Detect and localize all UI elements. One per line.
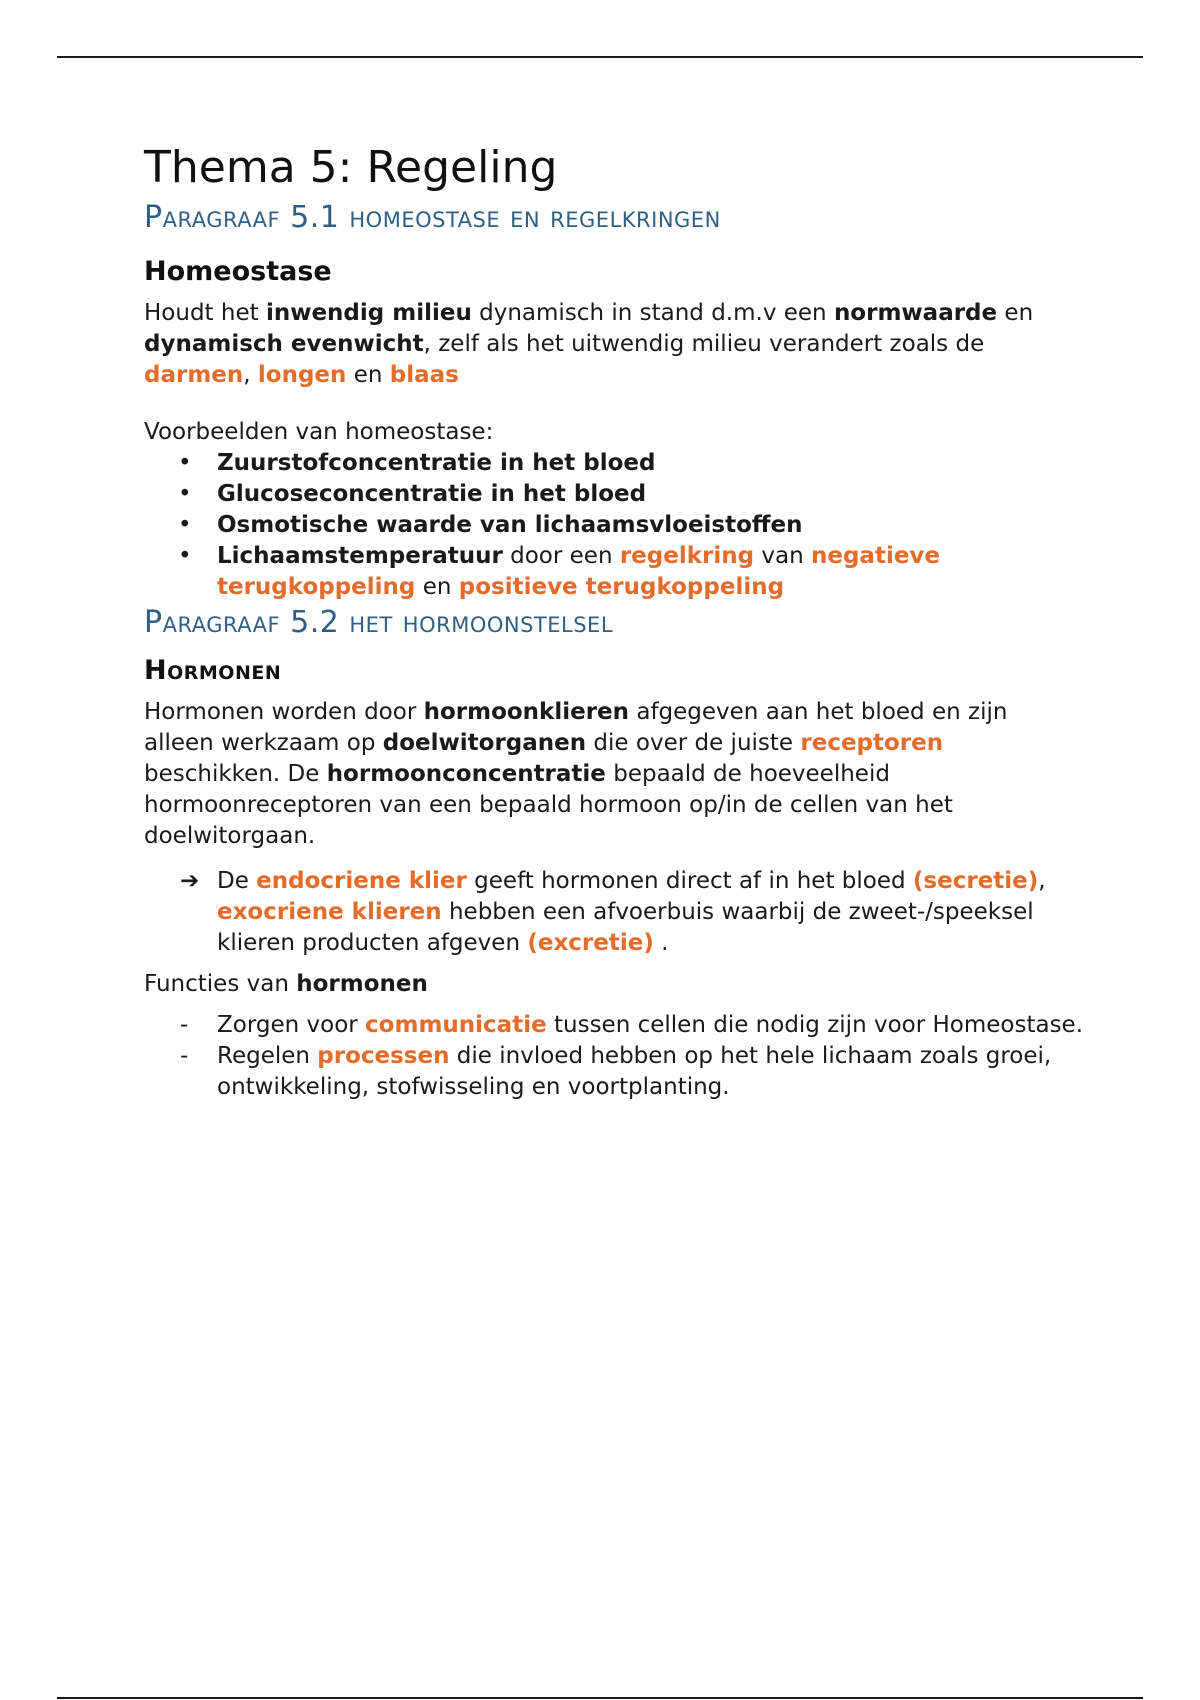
page-title: Thema 5: Regeling	[144, 142, 558, 193]
section-heading-5-1: Paragraaf 5.1 homeostase en regelkringen	[144, 200, 721, 235]
list-item: • Osmotische waarde van lichaamsvloeistoffen	[178, 512, 803, 538]
top-rule	[57, 56, 1143, 58]
list-item: - Regelen processen die invloed hebben op het hele lichaam zoals groei, ontwikkeling, stofwisseling en voortplanting.	[180, 1043, 1052, 1100]
document-body	[144, 138, 1084, 1103]
examples-intro: Voorbeelden van homeostase:	[144, 419, 494, 445]
arrow-note: ➔ De endocriene klier geeft hormonen direct af in het bloed (secretie), exocriene klieren hebben een afvoerbuis waarbij de zweet-/speeksel klieren producten afgeven (excretie) .	[180, 868, 1046, 956]
list-item: • Lichaamstemperatuur door een regelkring van negatieve terugkoppeling en positieve terugkoppeling	[178, 543, 941, 600]
section-heading-5-2: Paragraaf 5.2 het hormoonstelsel	[144, 605, 614, 640]
arrow-right-icon: ➔	[180, 868, 200, 894]
examples-list	[144, 448, 1084, 603]
bottom-rule	[57, 1697, 1143, 1699]
homeostase-paragraph: Houdt het inwendig milieu dynamisch in stand d.m.v een normwaarde en dynamisch evenwicht, zelf als het uitwendig milieu verandert zoals de darmen, longen en blaas	[144, 300, 1034, 388]
hormonen-paragraph: Hormonen worden door hormoonklieren afgegeven aan het bloed en zijn alleen werkzaam op doelwitorganen die over de juiste receptoren beschikken. De hormoonconcentratie bepaald de hoeveelheid hormoonreceptoren van een bepaald hormoon op/in de cellen van het doelwitorgaan.	[144, 699, 1008, 849]
list-item: - Zorgen voor communicatie tussen cellen die nodig zijn voor Homeostase.	[180, 1012, 1084, 1038]
list-item: • Zuurstofconcentratie in het bloed	[178, 450, 656, 476]
subheading-homeostase: Homeostase	[144, 256, 332, 287]
functies-heading: Functies van hormonen	[144, 971, 428, 997]
list-item: • Glucoseconcentratie in het bloed	[178, 481, 647, 507]
subheading-hormonen: Hormonen	[144, 655, 282, 686]
functies-list	[144, 1010, 1084, 1103]
